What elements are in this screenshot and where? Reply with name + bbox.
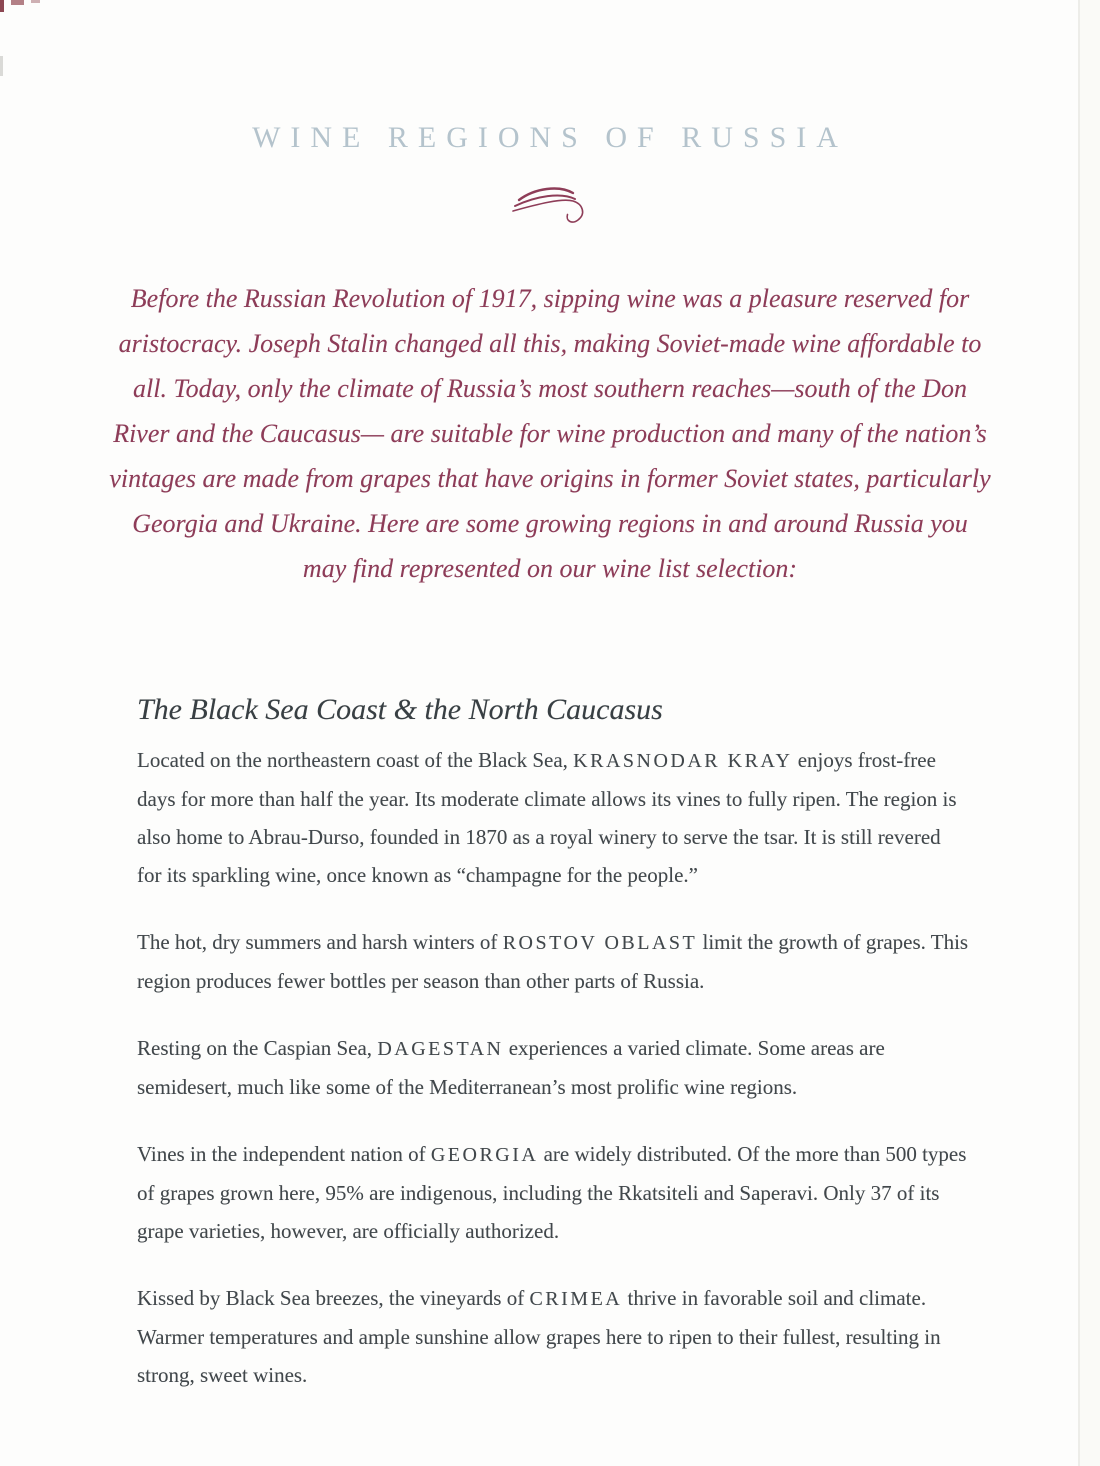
- paragraph-text: Located on the northeastern coast of the Black Sea,: [137, 748, 574, 772]
- region-name-caps: DAGESTAN: [377, 1038, 504, 1060]
- region-name-caps: CRIMEA: [529, 1288, 623, 1310]
- paragraph-crimea: [137, 1279, 969, 1394]
- paragraph-text: experiences a varied climate. Some areas are semidesert, much like some of the Mediterranean’s most prolific wine regions.: [137, 1036, 885, 1099]
- scan-artifact: [31, 0, 40, 3]
- paragraph-text: limit the growth of grapes. This region produces fewer bottles per season than other parts of Russia.: [137, 930, 969, 993]
- section-heading: The Black Sea Coast & the North Caucasus: [137, 693, 663, 726]
- paragraph-dagestan: [137, 1029, 969, 1106]
- region-name-caps: KRASNODAR KRAY: [573, 750, 793, 772]
- page-title: WINE REGIONS OF RUSSIA: [252, 121, 848, 154]
- scan-artifact: [0, 56, 3, 76]
- flourish-icon: [0, 180, 1100, 226]
- page-edge-line: [1078, 0, 1080, 1466]
- region-name-caps: ROSTOV OBLAST: [502, 932, 698, 954]
- region-name-caps: GEORGIA: [430, 1144, 539, 1166]
- paragraph-georgia: [137, 1135, 969, 1250]
- paragraph-text: Kissed by Black Sea breezes, the vineyards of: [137, 1286, 530, 1310]
- paragraph-rostov-oblast: [137, 923, 969, 1000]
- paragraph-text: thrive in favorable soil and climate. Warmer temperatures and ample sunshine allow grapes here to ripen to their fullest, resulting in strong, sweet wines.: [137, 1286, 941, 1387]
- region-section: [137, 693, 969, 1394]
- scan-artifact: [0, 0, 4, 12]
- paragraph-krasnodar-kray: [137, 741, 969, 894]
- paragraph-text: Resting on the Caspian Sea,: [137, 1036, 378, 1060]
- page-edge-band: [1080, 0, 1100, 1466]
- paragraph-text: The hot, dry summers and harsh winters of: [137, 930, 503, 954]
- paragraph-text: are widely distributed. Of the more than 500 types of grapes grown here, 95% are indigenous, including the Rkatsiteli and Saperavi. Only 37 of its grape varieties, however, are officially authorized.: [137, 1142, 967, 1243]
- paragraph-text: Vines in the independent nation of: [137, 1142, 431, 1166]
- paragraph-text: enjoys frost-free days for more than half the year. Its moderate climate allows its vines to fully ripen. The region is also home to Abrau-Durso, founded in 1870 as a royal winery to serve the tsar. It is still revered for its sparkling wine, once known as “champagne for the people.”: [137, 748, 957, 887]
- intro-paragraph: Before the Russian Revolution of 1917, sipping wine was a pleasure reserved for aristocracy. Joseph Stalin changed all this, making Soviet-made wine affordable to all. Today, only the climate of Russia’s most southern reaches—south of the Don River and the Caucasus— are suitable for wine production and many of the nation’s vintages are made from grapes that have origins in former Soviet states, particularly Georgia and Ukraine. Here are some growing regions in and around Russia you may find represented on our wine list selection:: [109, 284, 991, 583]
- scan-artifact: [11, 0, 24, 5]
